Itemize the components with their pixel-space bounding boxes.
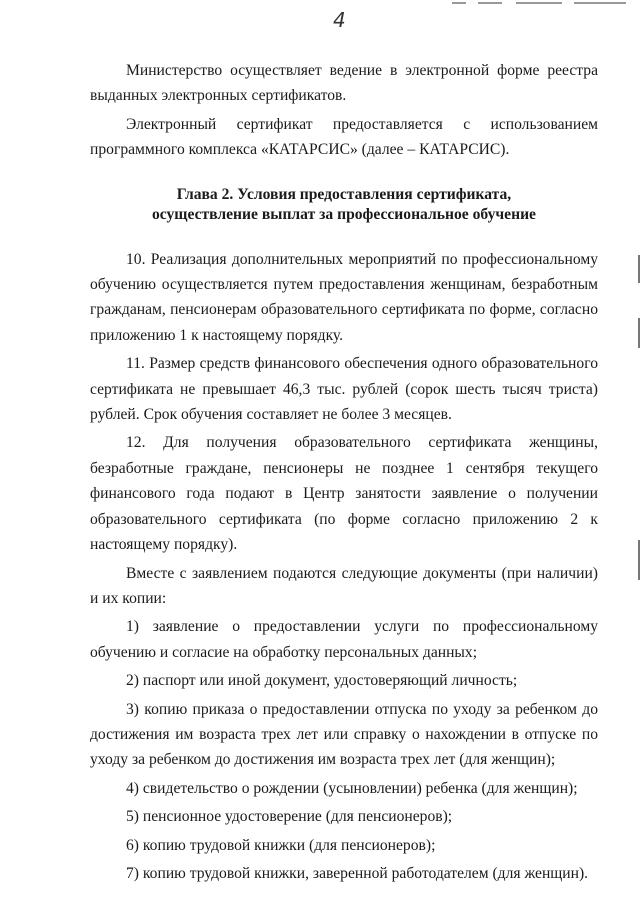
scan-edge-bar [452, 2, 466, 4]
list-item: 5) пенсионное удостоверение (для пенсионеров); [126, 808, 453, 826]
paragraph: 12. Для получения образовательного сертификата женщины, безработные граждане, пенсионеры не позднее 1 сентября текущего финансового года подают в Центр занятости заявление о получении образовательного сертификата (по форме согласно приложению 2 к настоящему порядку). [90, 434, 598, 554]
list-item: 3) копию приказа о предоставлении отпуска по уходу за ребенком до достижения им возраста трех лет или справку о нахождении в отпуске по уходу за ребенком до достижения им возраста трех лет (для женщин); [90, 700, 598, 769]
list-item: 6) копию трудовой книжки (для пенсионеров); [126, 836, 436, 854]
paragraph: Вместе с заявлением подаются следующие документы (при наличии) и их копии: [90, 564, 598, 607]
page-number: 4 [333, 8, 346, 32]
paragraph: Министерство осуществляет ведение в электронной форме реестра выданных электронных сертификатов. [90, 62, 598, 105]
scan-edge-bar [516, 2, 562, 4]
list-item: 7) копию трудовой книжки, заверенной работодателем (для женщин). [126, 864, 589, 882]
chapter-heading-line: осуществление выплат за профессиональное обучение [152, 205, 536, 223]
document-body [90, 58, 598, 886]
chapter-heading [90, 185, 598, 225]
list-item: 2) паспорт или иной документ, удостоверяющий личность; [126, 672, 518, 690]
chapter-heading-line: Глава 2. Условия предоставления сертификата, [176, 185, 512, 203]
scan-edge-bar [478, 2, 502, 4]
paragraph: 11. Размер средств финансового обеспечения одного образовательного сертификата не превышает 46,3 тыс. рублей (сорок шесть тысяч триста) рублей. Срок обучения составляет не более 3 месяцев. [90, 355, 598, 424]
list-item: 4) свидетельство о рождении (усыновлении) ребенка (для женщин); [126, 779, 578, 797]
paragraph: 10. Реализация дополнительных мероприятий по профессиональному обучению осуществляется путем предоставления женщинам, безработным гражданам, пенсионерам образовательного сертификата по форме, согласно приложению 1 к настоящему порядку. [90, 250, 598, 344]
paragraph: Электронный сертификат предоставляется с использованием программного комплекса «КАТАРСИС» (далее – КАТАРСИС). [90, 115, 598, 159]
list-item: 1) заявление о предоставлении услуги по профессиональному обучению и согласие на обработку персональных данных; [90, 618, 598, 661]
scan-edge-bar [574, 2, 626, 4]
